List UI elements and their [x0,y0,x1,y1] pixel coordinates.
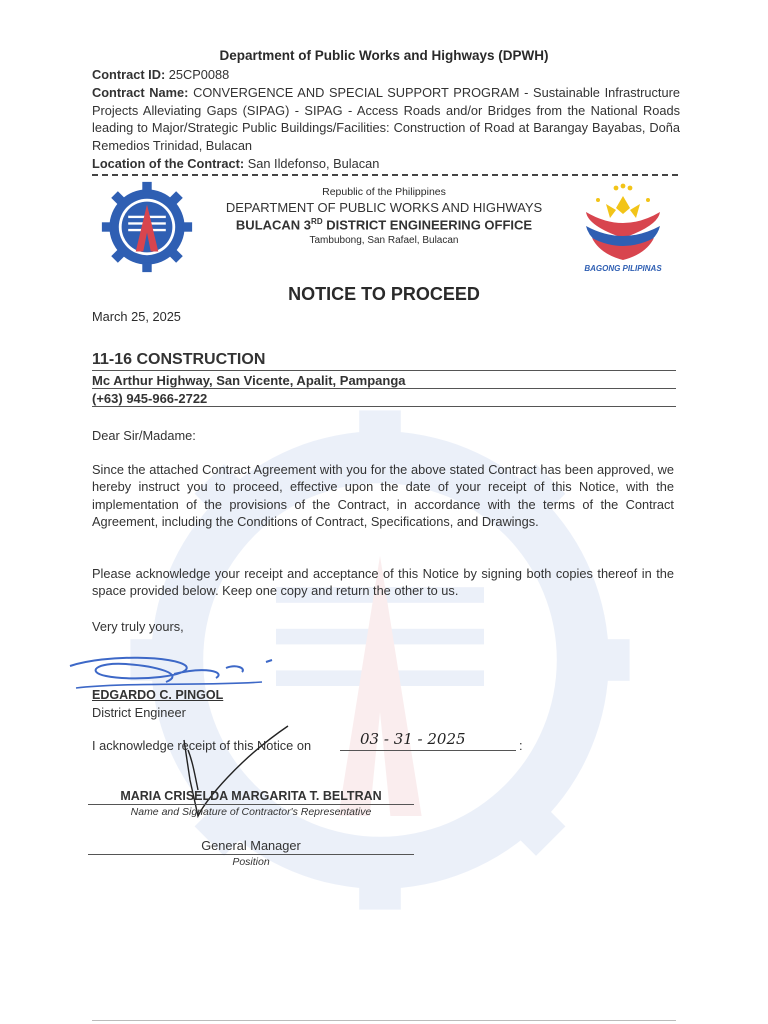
agency-title: Department of Public Works and Highways (DPWH) [219,48,549,63]
contract-location: San Ildefonso, Bulacan [247,155,380,171]
recipient-name: 11-16 CONSTRUCTION [92,351,676,371]
acknowledgment-date: 03 - 31 - 2025 [360,730,466,748]
contract-id: 25CP0088 [168,67,230,82]
contract-info [92,66,680,173]
acknowledgment-text: I acknowledge receipt of this Notice on [92,738,312,753]
acknowledgment-date-line [340,730,516,751]
contract-name-label: Contract Name: [92,84,189,100]
bagong-pilipinas-logo [578,182,668,274]
location-label: Location of the Contract: [92,155,245,171]
office-prefix: BULACAN 3 [235,217,312,233]
footer-divider [92,1020,676,1021]
representative-caption: Name and Signature of Contractor's Representative [130,806,372,818]
body-paragraph-1: Since the attached Contract Agreement with you for the above stated Contract has been approved, we hereby instruct you to proceed, effective upon the date of your receipt of this Notice, with the implementation of the provisions of the Contract, in accordance with the terms of the Contract Agreement, including the Conditions of Contract, Specifications, and Drawings. [92,462,674,530]
office-address: Tambubong, San Rafael, Bulacan [309,235,459,246]
office-suffix: DISTRICT ENGINEERING OFFICE [326,217,533,233]
recipient-address: Mc Arthur Highway, San Vicente, Apalit, Pampanga [92,373,676,389]
position-caption: Position [232,856,270,868]
office-sup: RD [311,217,323,226]
republic-line: Republic of the Philippines [322,186,446,198]
contract-name: CONVERGENCE AND SPECIAL SUPPORT PROGRAM - Sustainable Infrastructure Projects Alleviating Gaps (SIPAG) - SIPAG - Access Roads and/or Bridges from the National Roads leading to Major/Strategic Public Buildings/Facilities: Construction of Road at Barangay Bayabas, Doña Remedios Trinidad, Bulacan [92,84,680,154]
header-divider [92,174,678,176]
contract-id-label: Contract ID: [92,67,166,82]
closing: Very truly yours, [92,619,184,634]
notice-title: NOTICE TO PROCEED [288,284,480,304]
salutation: Dear Sir/Madame: [92,428,196,443]
body-paragraph-2: Please acknowledge your receipt and acceptance of this Notice by signing both copies thereof in the space provided below. Keep one copy and return the other to us. [92,566,674,599]
signatory-title: District Engineer [92,705,186,720]
acknowledgment-colon: : [519,738,523,753]
recipient-phone: (+63) 945-966-2722 [92,391,676,407]
representative-position: General Manager [88,838,414,855]
bagong-pilipinas-text: BAGONG PILIPINAS [584,264,662,273]
notice-date: March 25, 2025 [92,309,181,324]
representative-name: MARIA CRISELDA MARGARITA T. BELTRAN [88,789,414,805]
representative-signature [178,720,318,820]
signatory-name: EDGARDO C. PINGOL [92,688,224,702]
department-line: DEPARTMENT OF PUBLIC WORKS AND HIGHWAYS [225,200,543,215]
